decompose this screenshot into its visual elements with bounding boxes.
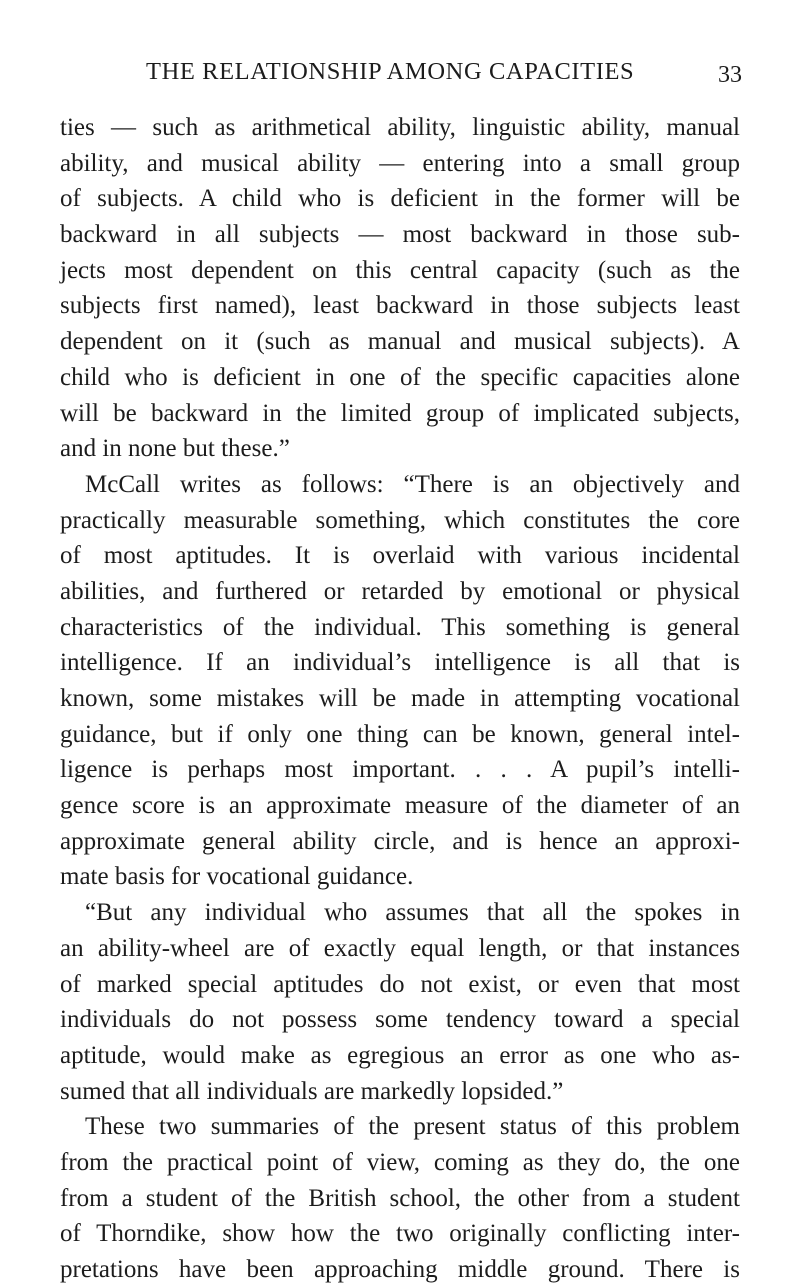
- text-line: gence score is an approximate measure of the diameter of an: [60, 792, 740, 820]
- text-line: and in none but these.”: [60, 435, 290, 463]
- text-line: “But any individual who assumes that all the spokes in: [85, 899, 740, 927]
- text-line: guidance, but if only one thing can be known, general intel-: [60, 720, 740, 748]
- text-line: of marked special aptitudes do not exist, or even that most: [60, 970, 740, 998]
- text-line: an ability-wheel are of exactly equal length, or that instances: [60, 934, 740, 962]
- text-line: jects most dependent on this central capacity (such as the: [60, 256, 740, 284]
- text-line: of Thorndike, show how the two originally conflicting inter-: [60, 1220, 740, 1248]
- text-line: will be backward in the limited group of implicated subjects,: [60, 399, 740, 427]
- text-line: These two summaries of the present status of this problem: [85, 1113, 740, 1141]
- text-line: individuals do not possess some tendency toward a special: [60, 1006, 740, 1034]
- page-number: 33: [718, 62, 742, 88]
- text-line: of subjects. A child who is deficient in the former will be: [60, 185, 740, 213]
- text-line: aptitude, would make as egregious an error as one who as-: [60, 1041, 740, 1069]
- text-line: known, some mistakes will be made in attempting vocational: [60, 685, 740, 712]
- text-line: child who is deficient in one of the specific capacities alone: [60, 363, 740, 391]
- text-line: practically measurable something, which constitutes the core: [60, 506, 740, 534]
- text-line: intelligence. If an individual’s intelligence is all that is: [60, 649, 740, 677]
- body-text: [60, 110, 740, 1288]
- text-line: abilities, and furthered or retarded by emotional or physical: [60, 577, 740, 605]
- text-line: from a student of the British school, the other from a student: [60, 1184, 740, 1212]
- text-line: from the practical point of view, coming as they do, the one: [60, 1148, 740, 1176]
- text-line: approximate general ability circle, and is hence an approxi-: [60, 827, 740, 855]
- text-line: characteristics of the individual. This something is general: [60, 613, 740, 641]
- text-line: dependent on it (such as manual and musical subjects). A: [60, 328, 740, 356]
- text-line: backward in all subjects — most backward in those sub-: [60, 221, 740, 249]
- running-head: [60, 58, 740, 98]
- text-line: subjects first named), least backward in those subjects least: [60, 292, 740, 320]
- text-line: ties — such as arithmetical ability, linguistic ability, manual: [60, 114, 740, 141]
- running-title: THE RELATIONSHIP AMONG CAPACITIES: [146, 58, 635, 85]
- text-line: pretations have been approaching middle ground. There is: [60, 1256, 740, 1283]
- text-line: of most aptitudes. It is overlaid with various incidental: [60, 542, 740, 570]
- text-line: McCall writes as follows: “There is an objectively and: [85, 470, 740, 498]
- text-line: ligence is perhaps most important. . . . A pupil’s intelli-: [60, 756, 740, 784]
- text-line: mate basis for vocational guidance.: [60, 863, 414, 891]
- text-line: ability, and musical ability — entering into a small group: [60, 149, 740, 177]
- text-line: sumed that all individuals are markedly lopsided.”: [60, 1077, 564, 1105]
